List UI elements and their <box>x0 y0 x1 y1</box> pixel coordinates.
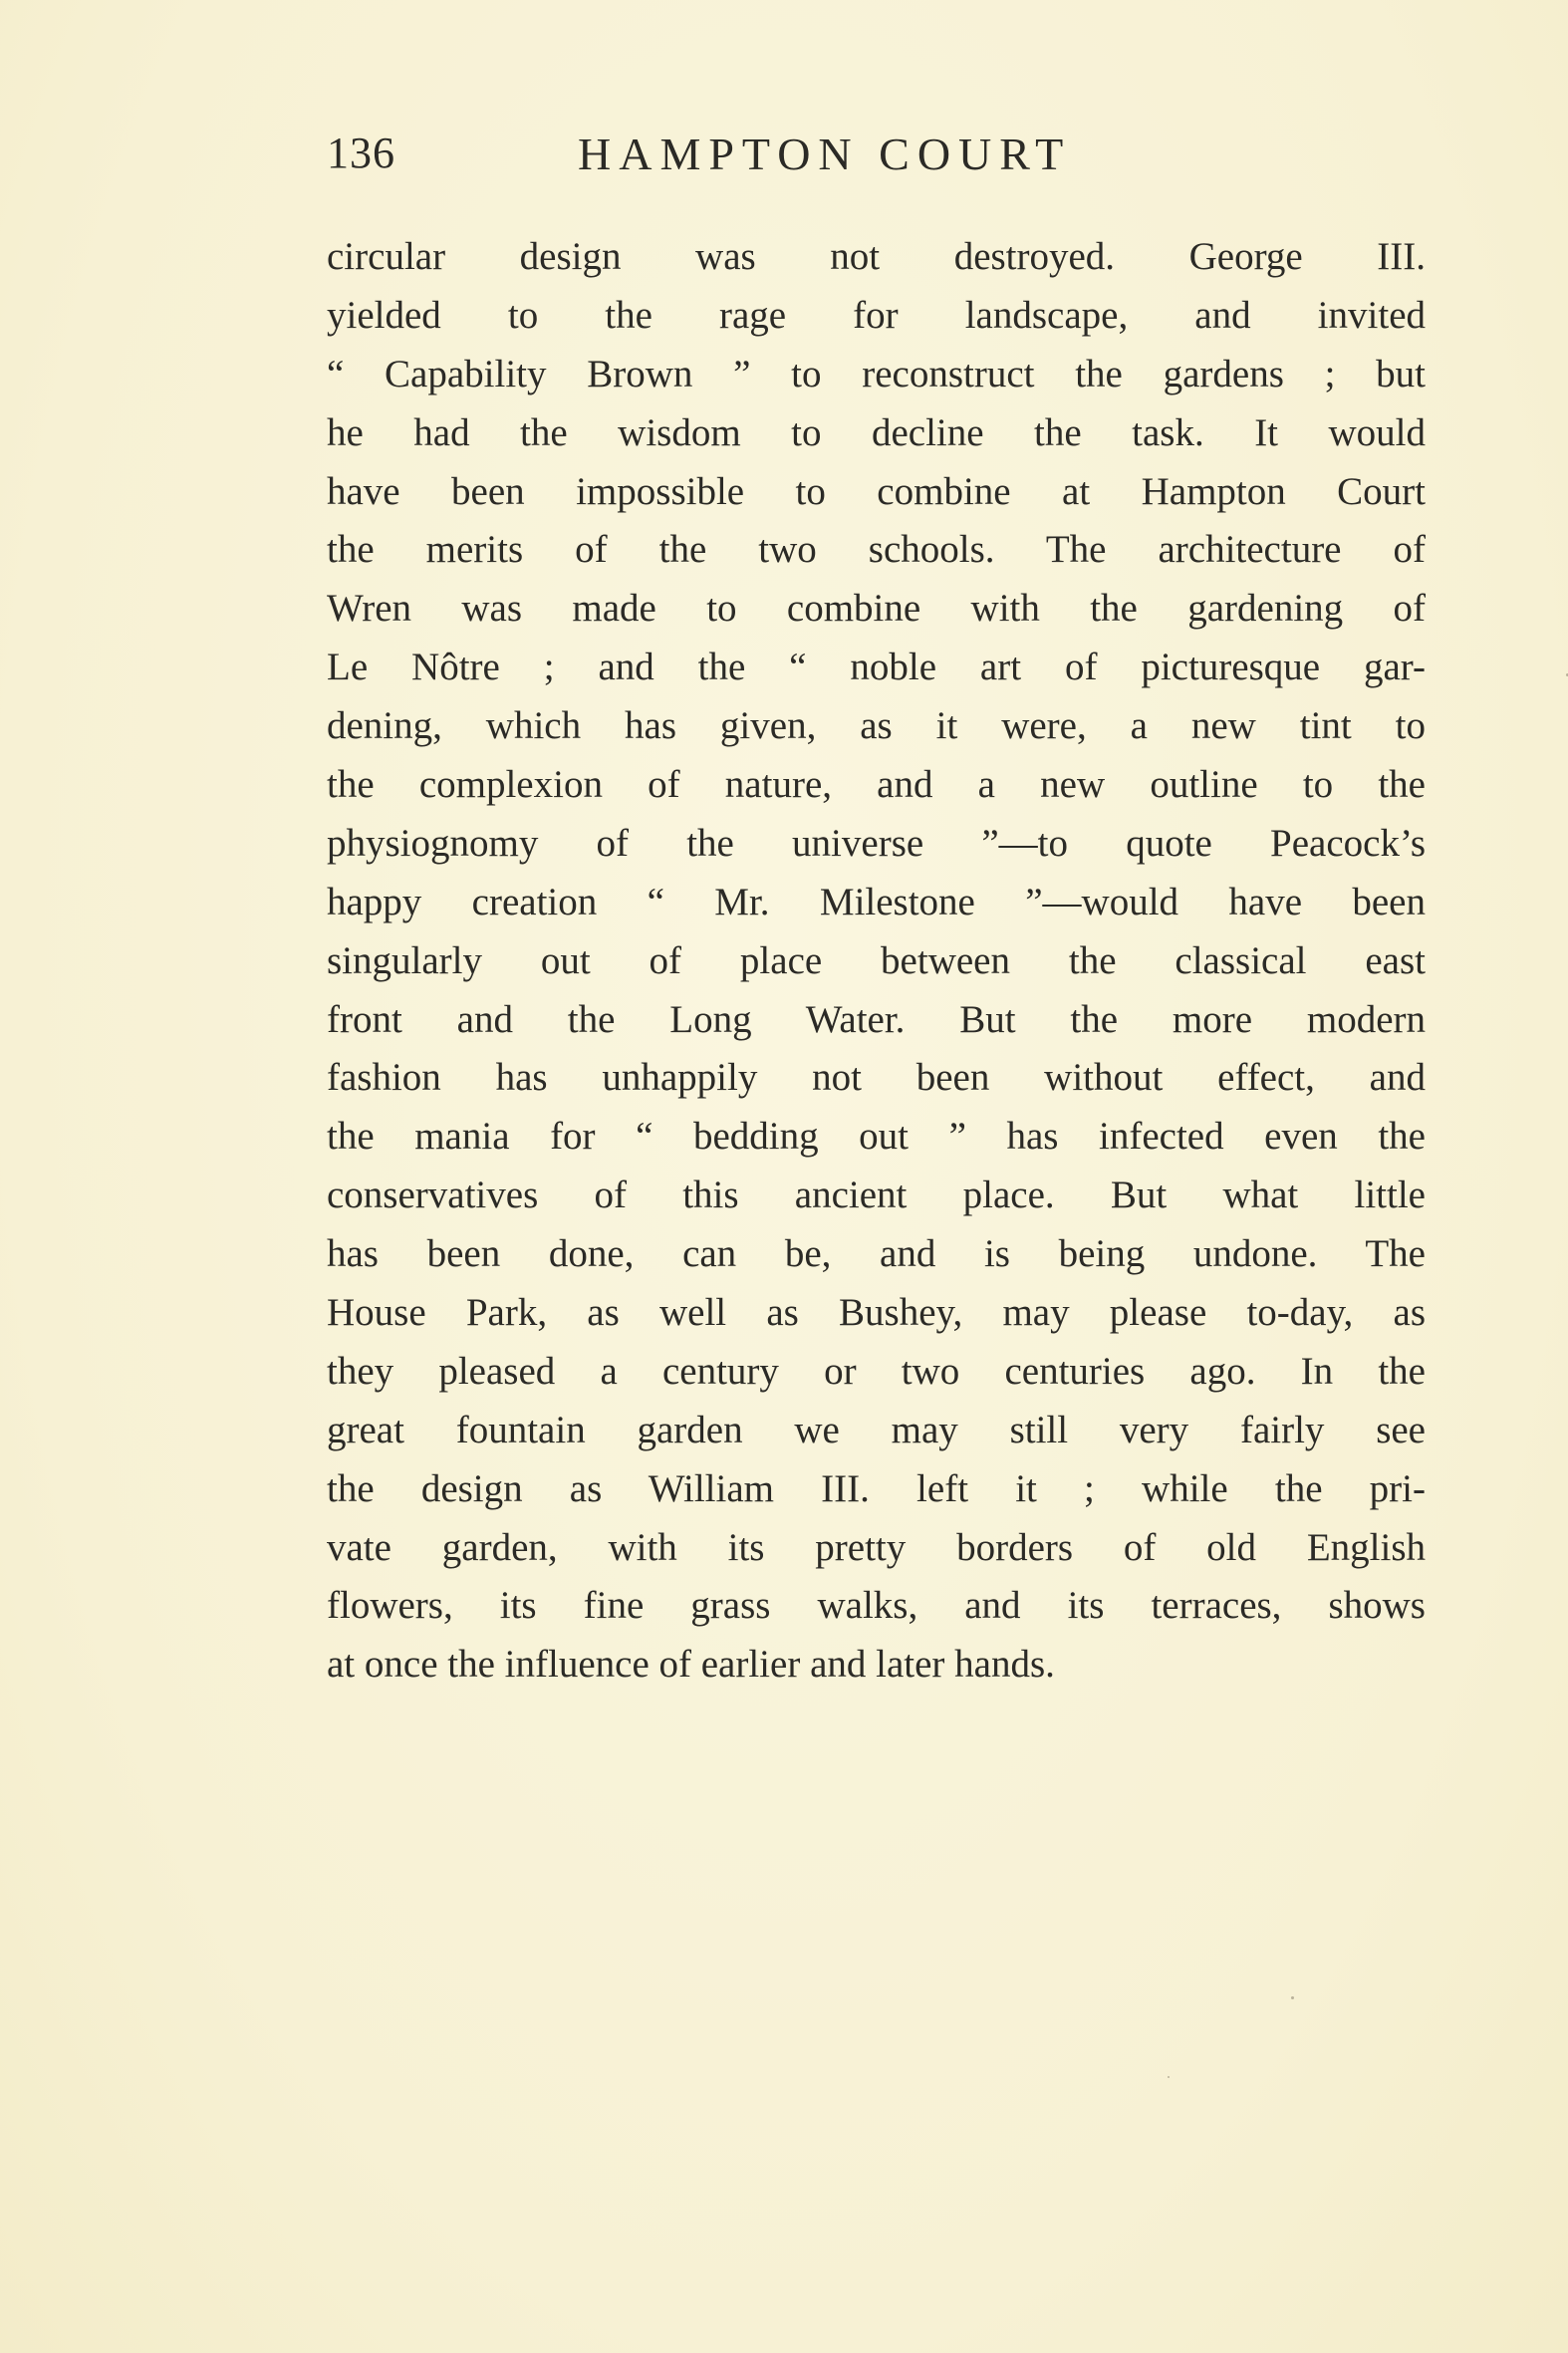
text-line: “ Capability Brown ” to reconstruct the gardens ; but <box>327 352 1426 395</box>
page-number: 136 <box>327 129 395 177</box>
text-line: circular design was not destroyed. George III. <box>327 235 1426 278</box>
text-line: front and the Long Water. But the more modern <box>327 997 1426 1041</box>
text-line: Wren was made to combine with the gardening of <box>327 587 1426 631</box>
text-line: the mania for “ bedding out ” has infected even the <box>327 1115 1426 1159</box>
text-line: dening, which has given, as it were, a new tint to <box>327 704 1426 748</box>
text-line: flowers, its fine grass walks, and its terraces, shows <box>327 1584 1426 1628</box>
text-line: have been impossible to combine at Hampton Court <box>327 469 1426 513</box>
text-line: vate garden, with its pretty borders of old English <box>327 1525 1426 1569</box>
text-line: they pleased a century or two centuries ago. In the <box>327 1349 1426 1393</box>
body-text <box>327 228 1426 1695</box>
text-line: has been done, can be, and is being undone. The <box>327 1232 1426 1276</box>
text-line: fashion has unhappily not been without effect, and <box>327 1056 1426 1100</box>
paper-speck <box>1168 2076 1170 2078</box>
text-line: House Park, as well as Bushey, may please to-day, as <box>327 1291 1426 1335</box>
text-line: Le Nôtre ; and the “ noble art of picturesque gar- <box>327 646 1426 689</box>
running-title: HAMPTON COURT <box>578 129 1072 179</box>
text-line: singularly out of place between the classical east <box>327 938 1426 982</box>
text-line: conservatives of this ancient place. But what little <box>327 1174 1426 1217</box>
text-line: the design as William III. left it ; while the pri- <box>327 1466 1426 1510</box>
running-head <box>327 128 1423 187</box>
text-line: physiognomy of the universe ”—to quote Peacock’s <box>327 821 1426 865</box>
paper-speck <box>1291 1996 1294 1999</box>
text-line: the merits of the two schools. The architecture of <box>327 528 1426 572</box>
text-line: happy creation “ Mr. Milestone ”—would have been <box>327 880 1426 923</box>
text-line: great fountain garden we may still very fairly see <box>327 1408 1426 1451</box>
text-line: he had the wisdom to decline the task. It would <box>327 410 1426 454</box>
text-line: at once the influence of earlier and later hands. <box>327 1643 1055 1687</box>
text-line: the complexion of nature, and a new outline to the <box>327 763 1426 807</box>
text-line: yielded to the rage for landscape, and invited <box>327 293 1426 337</box>
